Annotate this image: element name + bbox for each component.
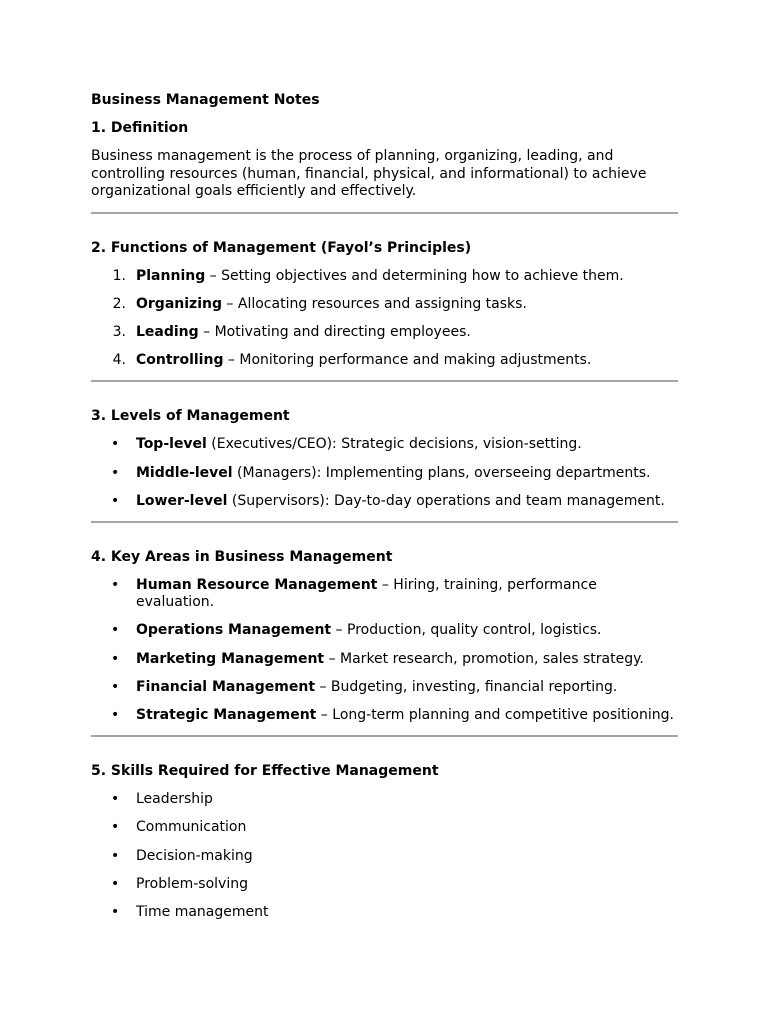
- bullet-icon: •: [111, 847, 120, 864]
- list-item: [91, 268, 678, 285]
- item-term: Financial Management: [136, 678, 316, 695]
- list-item: [91, 493, 678, 510]
- item-term: Leading: [136, 324, 199, 341]
- item-text: Time management: [136, 904, 269, 921]
- item-term: Operations Management: [136, 622, 332, 639]
- item-text: Communication: [136, 819, 247, 836]
- document-page: [91, 92, 678, 932]
- list-item: [91, 296, 678, 313]
- section-heading-definition: 1. Definition: [91, 120, 189, 136]
- definition-paragraph: Business management is the process of planning, organizing, leading, and controlling resources (human, financial, physical, and informational) to achieve organizational goals efficiently and effectively.: [91, 148, 647, 199]
- item-text: – Production, quality control, logistics.: [331, 622, 602, 639]
- key-areas-list: [91, 577, 678, 724]
- list-item: [91, 622, 678, 639]
- section-heading-skills: 5. Skills Required for Effective Management: [91, 763, 439, 780]
- bullet-icon: •: [111, 464, 120, 481]
- bullet-icon: •: [111, 650, 120, 667]
- list-number: 2.: [112, 295, 126, 312]
- bullet-icon: •: [111, 622, 120, 639]
- item-text: Decision-making: [136, 847, 253, 864]
- bullet-icon: •: [111, 876, 120, 893]
- item-text: – Motivating and directing employees.: [198, 324, 471, 341]
- item-term: Middle-level: [136, 464, 233, 481]
- section-heading-key-areas: 4. Key Areas in Business Management: [91, 548, 393, 565]
- item-text: – Hiring, training, performance evaluation.: [136, 576, 597, 610]
- item-text: – Long-term planning and competitive positioning.: [316, 707, 674, 724]
- bullet-icon: •: [111, 576, 120, 593]
- bullet-icon: •: [111, 904, 120, 921]
- list-item: [91, 819, 678, 836]
- item-term: Organizing: [136, 295, 222, 312]
- list-item: [91, 577, 678, 611]
- section-divider: [91, 521, 678, 523]
- item-text: – Setting objectives and determining how to achieve them.: [205, 267, 624, 284]
- item-term: Top-level: [136, 436, 207, 453]
- item-term: Marketing Management: [136, 650, 325, 667]
- list-item: [91, 679, 678, 696]
- item-text: – Market research, promotion, sales strategy.: [324, 650, 644, 667]
- item-term: Controlling: [136, 352, 224, 369]
- item-text: – Monitoring performance and making adjustments.: [223, 352, 592, 369]
- item-text: Problem-solving: [136, 876, 248, 893]
- list-item: [91, 707, 678, 724]
- levels-list: [91, 436, 678, 510]
- item-term: Lower-level: [136, 492, 228, 509]
- list-item: [91, 352, 678, 369]
- section-divider: [91, 212, 678, 214]
- functions-list: [91, 268, 678, 370]
- list-number: 3.: [112, 324, 126, 341]
- document-title: Business Management Notes: [91, 92, 320, 108]
- list-item: [91, 848, 678, 865]
- item-text: Leadership: [136, 791, 213, 808]
- section-heading-functions: 2. Functions of Management (Fayol’s Principles): [91, 239, 472, 256]
- list-number: 1.: [112, 267, 126, 284]
- section-divider: [91, 735, 678, 737]
- list-item: [91, 791, 678, 808]
- list-item: [91, 436, 678, 453]
- list-item: [91, 876, 678, 893]
- list-item: [91, 465, 678, 482]
- item-text: (Executives/CEO): Strategic decisions, vision-setting.: [206, 436, 582, 453]
- list-item: [91, 651, 678, 668]
- bullet-icon: •: [111, 492, 120, 509]
- bullet-icon: •: [111, 436, 120, 453]
- section-divider: [91, 380, 678, 382]
- item-text: – Allocating resources and assigning tasks.: [221, 295, 527, 312]
- item-term: Planning: [136, 267, 206, 284]
- skills-list: [91, 791, 678, 921]
- item-text: (Managers): Implementing plans, overseeing departments.: [232, 464, 651, 481]
- item-term: Human Resource Management: [136, 576, 378, 593]
- bullet-icon: •: [111, 707, 120, 724]
- item-text: (Supervisors): Day-to-day operations and team management.: [227, 492, 665, 509]
- item-term: Strategic Management: [136, 707, 317, 724]
- list-item: [91, 904, 678, 921]
- section-heading-levels: 3. Levels of Management: [91, 408, 290, 425]
- bullet-icon: •: [111, 678, 120, 695]
- list-number: 4.: [112, 352, 126, 369]
- item-text: – Budgeting, investing, financial reporting.: [315, 678, 618, 695]
- bullet-icon: •: [111, 791, 120, 808]
- list-item: [91, 324, 678, 341]
- bullet-icon: •: [111, 819, 120, 836]
